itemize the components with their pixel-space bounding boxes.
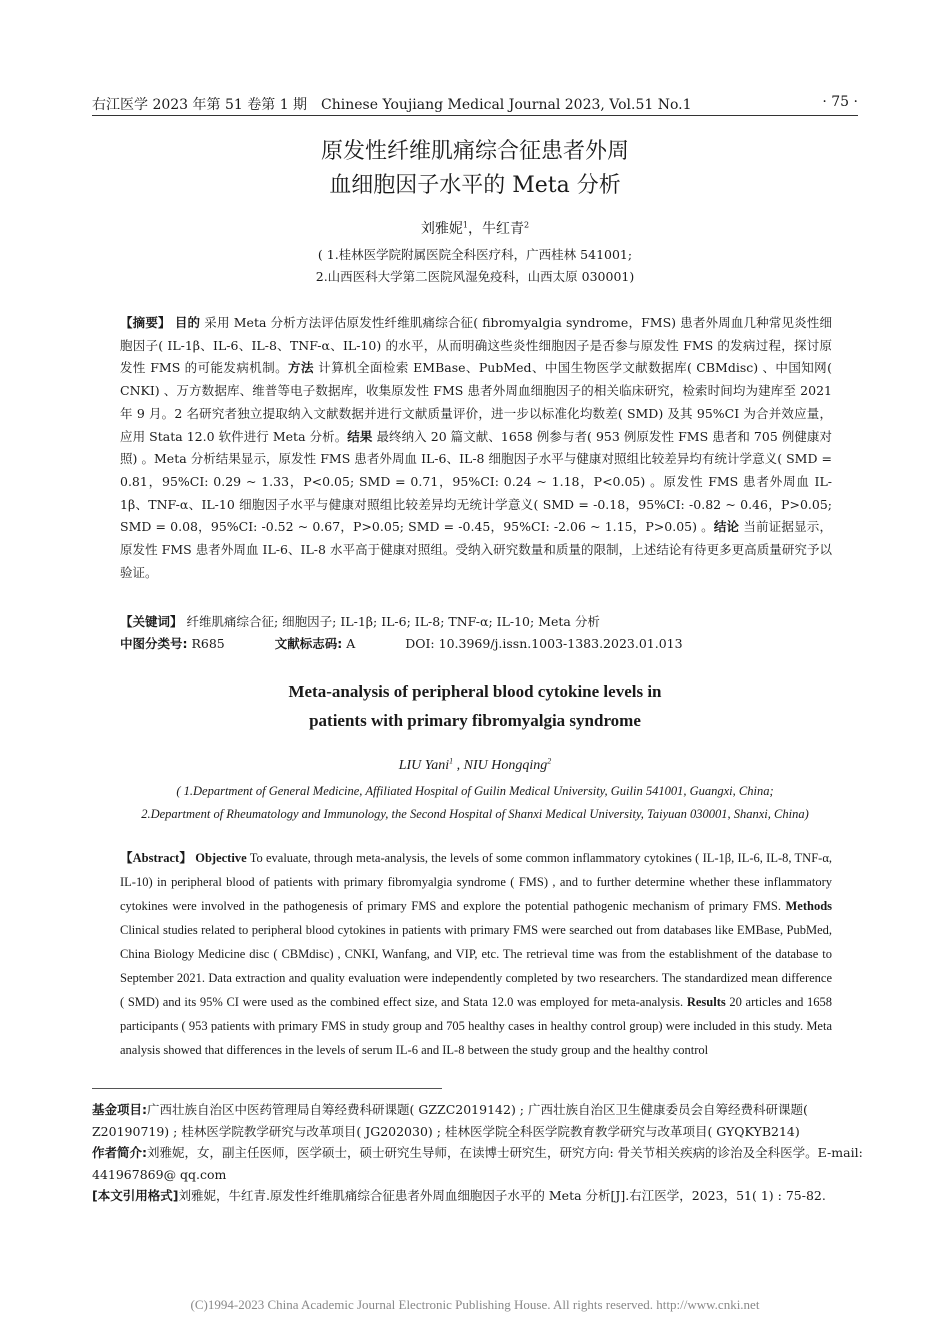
cn-title-line2: 血细胞因子水平的 Meta 分析 <box>329 173 621 198</box>
cn-affil-line2: 2.山西医科大学第二医院风湿免疫科，山西太原 030001) <box>315 269 635 284</box>
cn-conclusion-label: 结论 <box>713 519 740 535</box>
fund-label: 基金项目: <box>92 1102 147 1117</box>
cn-title-line1: 原发性纤维肌痛综合征患者外周 <box>320 139 629 164</box>
cn-authors <box>0 218 950 238</box>
author-label: 作者简介: <box>92 1145 147 1160</box>
en-abstract <box>120 846 832 1062</box>
en-authors <box>0 758 950 774</box>
clc-value: R685 <box>191 636 225 651</box>
cn-author-sep: ， <box>468 221 482 237</box>
cn-author2-sup: 2 <box>524 220 530 230</box>
en-title-line2: patients with primary fibromyalgia syndrome <box>309 711 641 730</box>
en-objective-text: To evaluate, through meta-analysis, the levels of some common inflammatory cytokines ( IL-1β, IL-6, IL-8, TNF-α, IL-10) in peripheral blood of patients with primary fibromyalgia syndrome ( FMS) , and to further determine whether these inflammatory cytokines were involved in the pathogenesis of primary FMS and explore the potential pathogenic mechanism of primary FMS. <box>120 851 833 913</box>
en-methods-text: Clinical studies related to peripheral blood cytokines in patients with primary FMS were searched out from databases like EMBase, PubMed, China Biology Medicine disc ( CBMdisc) , CNKI, Wanfang, and VIP, etc. The retrieval time was from the establishment of the database to September 2021. Data extraction and quality evaluation were independently completed by two researchers. The standardized mean difference ( SMD) and its 95% CI were used as the combined effect size, and Stata 12.0 was employed for meta-analysis. <box>120 923 832 1009</box>
clc-label: 中图分类号: <box>120 636 188 651</box>
cn-keywords-text: 纤维肌痛综合征; 细胞因子; IL-1β; IL-6; IL-8; TNF-α; IL-10; Meta 分析 <box>186 614 600 629</box>
en-author2: NIU Hongqing <box>463 758 548 773</box>
cn-abstract <box>120 312 832 584</box>
cn-affiliations <box>0 244 950 288</box>
footnotes <box>92 1099 872 1207</box>
cite-label: [本文引用格式] <box>92 1188 179 1203</box>
doi-label: DOI: <box>405 636 435 651</box>
author-text: 刘雅妮，女，副主任医师，医学硕士，硕士研究生导师，在读博士研究生，研究方向: 骨关节相关疾病的诊治及全科医学。E-mail: 441967869@ qq.com <box>92 1145 863 1182</box>
en-author1: LIU Yani <box>398 758 450 773</box>
cn-results-text: 最终纳入 20 篇文献、1658 例参与者( 953 例原发性 FMS 患者和 705 例健康对照) 。Meta 分析结果显示，原发性 FMS 患者外周血 IL-6、IL-8 细胞因子水平与健康对照组比较差异均有统计学意义( SMD = 0.81，95%CI: 0.29 ~ 1.33，P<0.05; SMD = 0.71，95%CI: 0.24 ~ 1.18，P<0.05) 。原发性 FMS 患者外周血 IL-1β、TNF-α、IL-10 细胞因子水平与健康对照组比较差异均无统计学意义( SMD = -0.18，95%CI: -0.82 ~ 0.46，P>0.05; SMD = 0.08，95%CI: -0.52 ~ 0.67，P>0.05; SMD = -0.45，95%CI: -2.06 ~ 1.15，P>0.05) 。 <box>120 428 832 535</box>
cn-objective-text: 采用 Meta 分析方法评估原发性纤维肌痛综合征( fibromyalgia syndrome，FMS) 患者外周血几种常见炎性细胞因子( IL-1β、IL-6、IL-8、TNF-α、IL-10) 的水平，从而明确这些炎性细胞因子是否参与原发性 FMS 的发病过程，探讨原发性 FMS 的可能发病机制。 <box>120 315 832 376</box>
en-author1-sup: 1 <box>449 756 454 766</box>
doc-code-label: 文献标志码: <box>274 636 343 651</box>
cite-note <box>92 1185 872 1207</box>
en-results-label: Results <box>686 995 726 1009</box>
en-objective-label: Objective <box>195 851 247 865</box>
en-affil-line1: ( 1.Department of General Medicine, Affiliated Hospital of Guilin Medical University, Guilin 541001, Guangxi, China; <box>176 784 774 798</box>
cn-author1: 刘雅妮 <box>420 221 463 237</box>
cn-keywords-label: 【关键词】 <box>120 614 183 629</box>
cn-abstract-label: 【摘要】 <box>120 315 171 330</box>
fund-text: 广西壮族自治区中医药管理局自筹经费科研课题( GZZC2019142) ; 广西壮族自治区卫生健康委员会自筹经费科研课题( Z20190719) ; 桂林医学院教学研究与改革项目( JG202030) ; 桂林医学院全科医学院教育教学研究与改革项目( GYQKYB214) <box>92 1102 808 1139</box>
doi-value: 10.3969/j.issn.1003-1383.2023.01.013 <box>438 636 683 651</box>
en-affiliations <box>60 780 890 826</box>
cn-title <box>0 135 950 203</box>
en-abstract-label: 【Abstract】 <box>120 851 192 865</box>
fund-note <box>92 1099 872 1142</box>
en-author2-sup: 2 <box>547 756 552 766</box>
en-author-sep: , <box>453 758 464 773</box>
cite-text: 刘雅妮，牛红青.原发性纤维肌痛综合征患者外周血细胞因子水平的 Meta 分析[J].右江医学，2023，51( 1) : 75-82. <box>178 1188 826 1203</box>
en-title-line1: Meta-analysis of peripheral blood cytokine levels in <box>288 682 662 701</box>
journal-header: 右江医学 2023 年第 51 卷第 1 期 Chinese Youjiang Medical Journal 2023, Vol.51 No.1 <box>92 97 692 113</box>
cn-methods-text: 计算机全面检索 EMBase、PubMed、中国生物医学文献数据库( CBMdisc) 、中国知网( CNKI) 、万方数据库、维普等电子数据库，收集原发性 FMS 患者外周血细胞因子的相关临床研究，检索时间均为建库至 2021 年 9 月。2 名研究者独立提取纳入文献数据并进行文献质量评价，进一步以标准化均数差( SMD) 及其 95%CI 为合并效应量，应用 Stata 12.0 软件进行 Meta 分析。 <box>120 360 832 444</box>
cn-author2: 牛红青 <box>482 221 524 237</box>
author-note <box>92 1142 872 1185</box>
footnote-rule <box>92 1088 442 1089</box>
cn-keywords-block <box>120 611 832 655</box>
en-results-text: 20 articles and 1658 participants ( 953 patients with primary FMS in study group and 705 healthy cases in healthy control group) were included in this study. Meta analysis showed that differences in the levels of serum IL-6 and IL-8 between the study group and the healthy control <box>120 995 832 1057</box>
cn-conclusion-text: 当前证据显示，原发性 FMS 患者外周血 IL-6、IL-8 水平高于健康对照组。受纳入研究数量和质量的限制，上述结论有待更多更高质量研究予以验证。 <box>120 519 832 580</box>
doc-code-value: A <box>346 636 356 651</box>
cn-affil-line1: ( 1.桂林医学院附属医院全科医疗科，广西桂林 541001; <box>317 247 633 262</box>
page-number: · 75 · <box>822 94 858 110</box>
en-title <box>0 677 950 735</box>
cn-objective-label: 目的 <box>174 315 201 330</box>
cn-results-label: 结果 <box>347 428 373 444</box>
cn-methods-label: 方法 <box>288 360 314 376</box>
en-methods-label: Methods <box>785 899 833 913</box>
en-affil-line2: 2.Department of Rheumatology and Immunology, the Second Hospital of Shanxi Medical University, Taiyuan 030001, Shanxi, China) <box>141 807 809 821</box>
cn-author1-sup: 1 <box>462 220 468 230</box>
copyright-footer: (C)1994-2023 China Academic Journal Electronic Publishing House. All rights reserved. http://www.cnki.net <box>190 1297 760 1312</box>
header-rule <box>92 115 858 116</box>
